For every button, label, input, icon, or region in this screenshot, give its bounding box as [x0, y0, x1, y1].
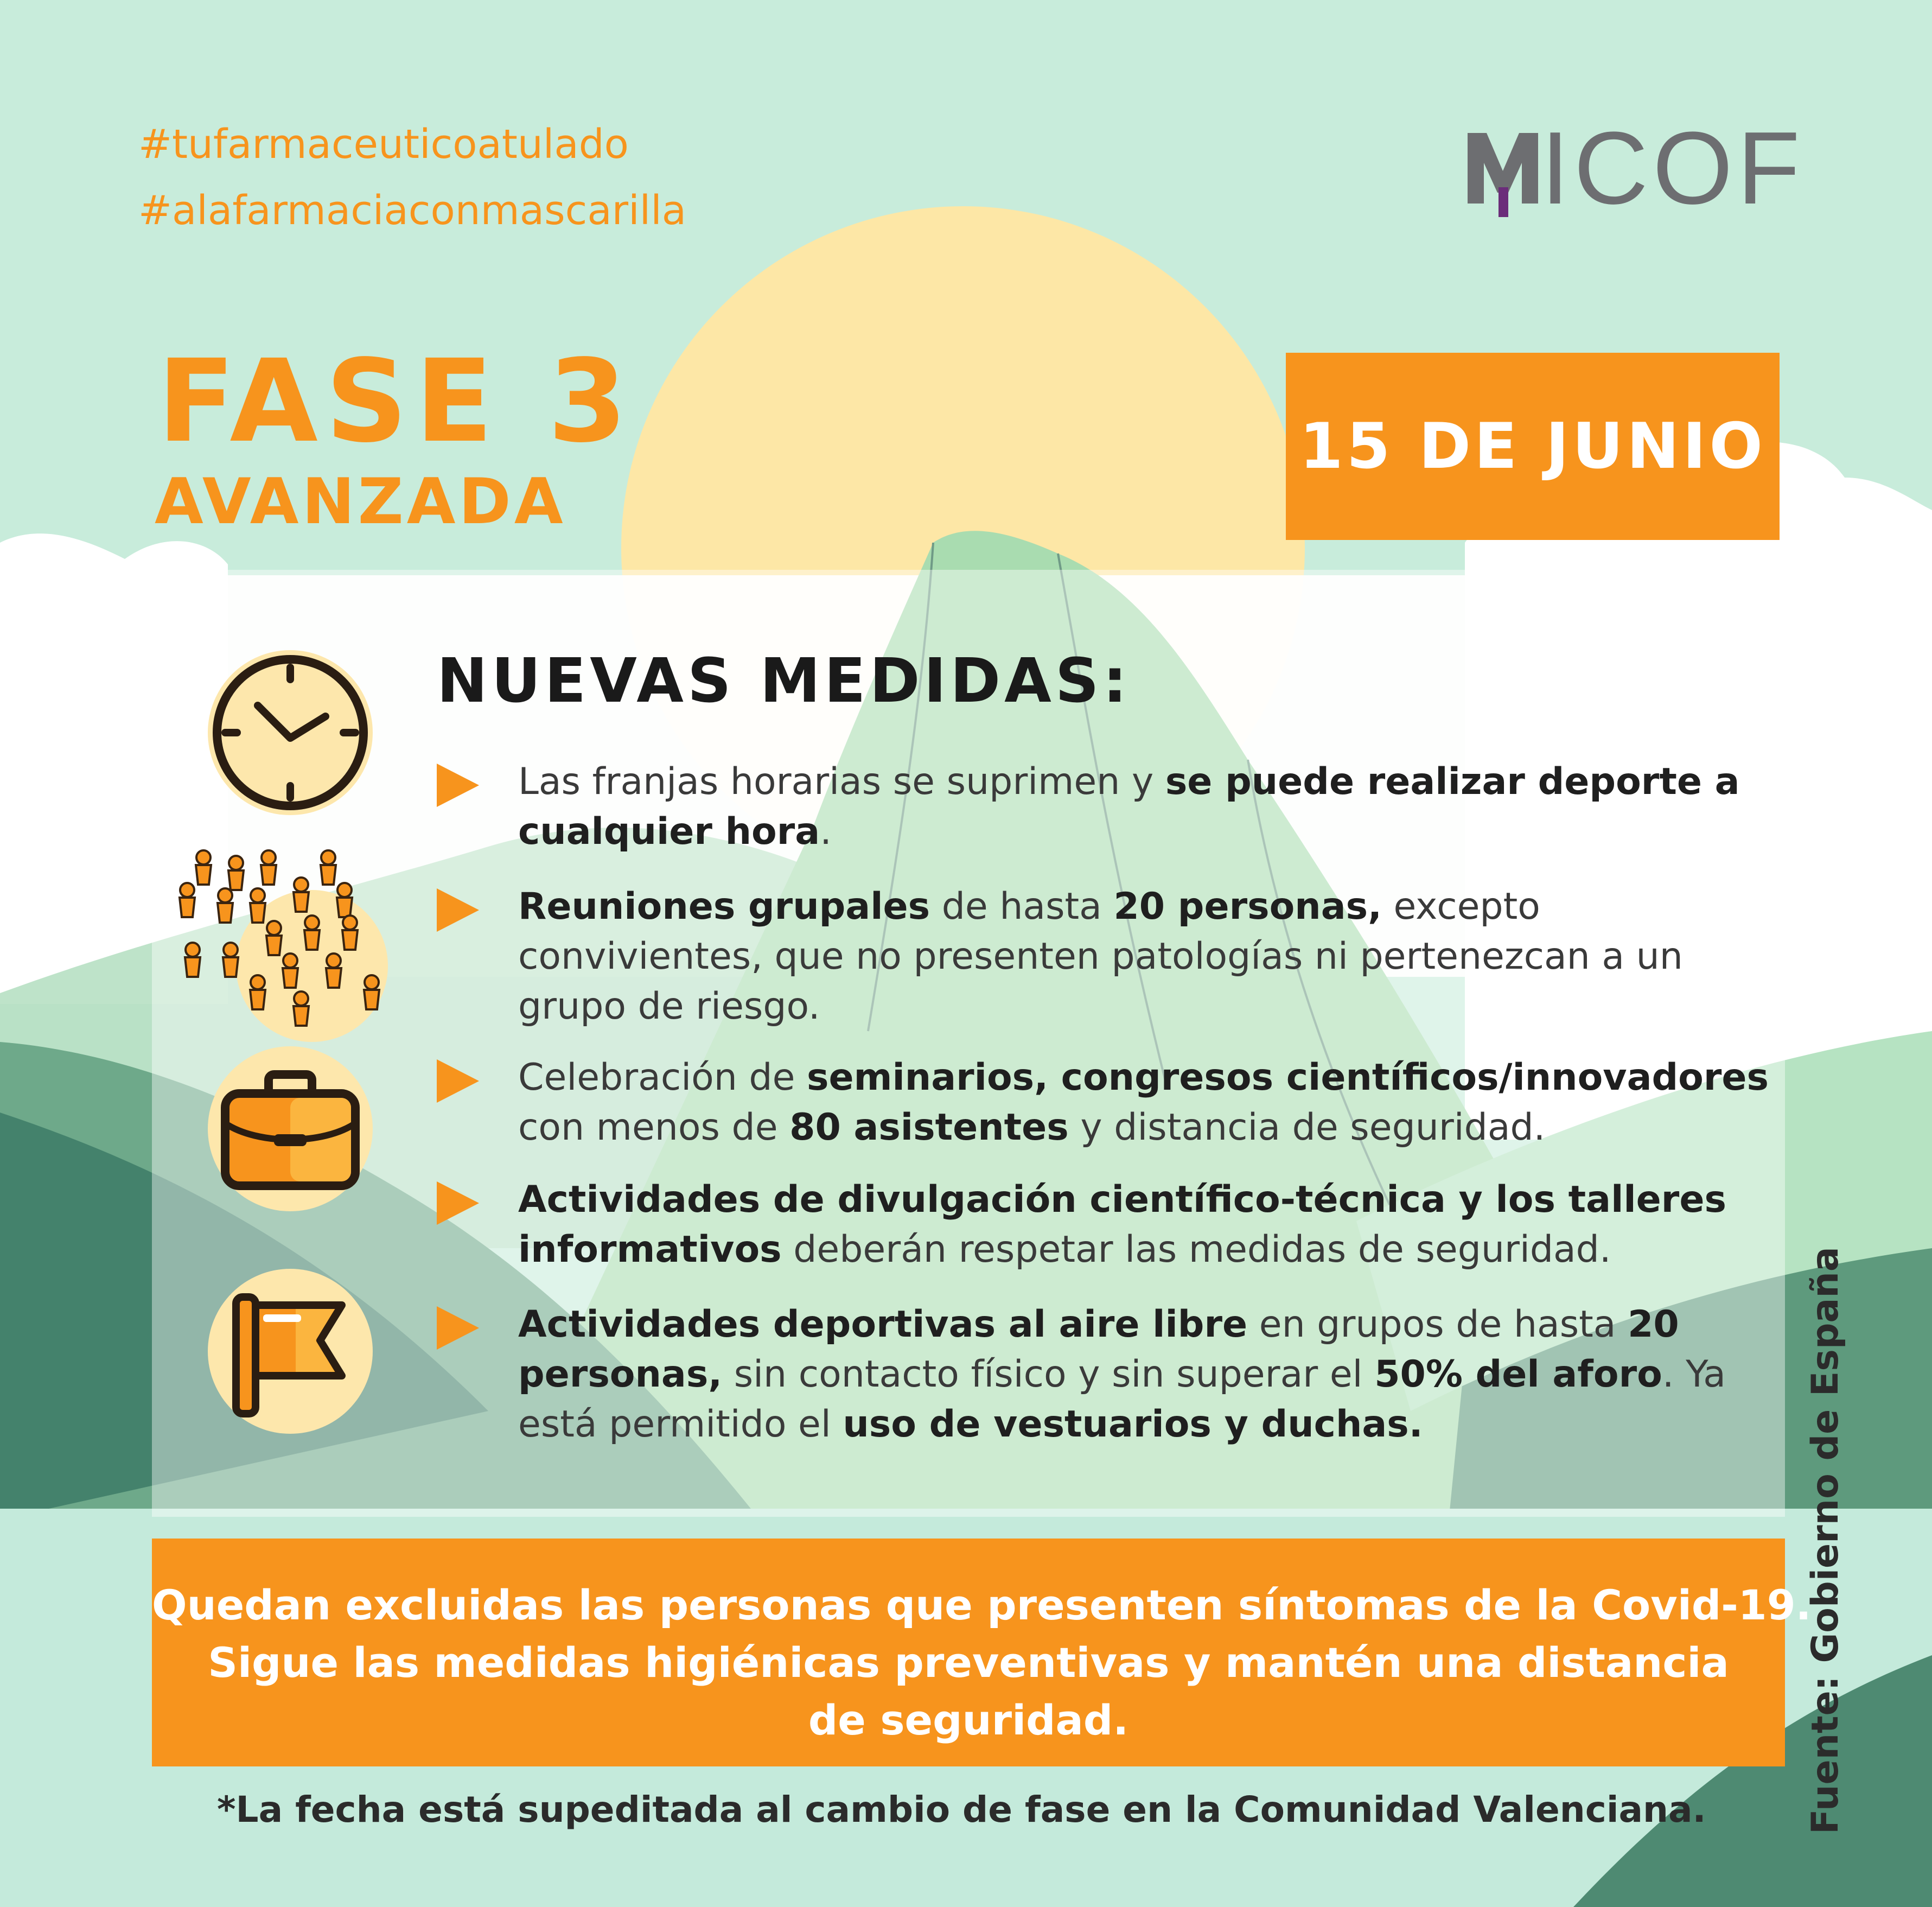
measure-text-2: Reuniones grupales de hasta 20 personas, excepto convivientes, que no presenten patologías ni pertenezcan a un grupo de riesgo. — [518, 885, 1683, 1028]
briefcase-icon — [203, 1042, 377, 1216]
phase-title: FASE 3 — [157, 335, 635, 468]
logo-text: ICOF — [1541, 111, 1805, 226]
flag-icon — [203, 1264, 377, 1438]
clock-icon — [203, 646, 377, 819]
hashtag-2[interactable]: #alafarmaciaconmascarilla — [138, 187, 687, 234]
phase-subtitle: AVANZADA — [155, 465, 566, 538]
footnote: *La fecha está supeditada al cambio de fase en la Comunidad Valenciana. — [217, 1789, 1706, 1830]
measure-text-3: Celebración de seminarios, congresos científicos/innovadores con menos de 80 asistentes y distancia de seguridad. — [518, 1056, 1769, 1149]
micof-m-logo-icon — [1465, 117, 1541, 220]
date-badge — [1286, 353, 1780, 540]
measure-text-4: Actividades de divulgación científico-técnica y los talleres informativos deberán respetar las medidas de seguridad. — [518, 1178, 1726, 1271]
source-credit: Fuente: Gobierno de España — [1804, 1247, 1847, 1834]
micof-logo — [1465, 111, 1807, 226]
bullet-arrow-icon — [437, 1181, 479, 1225]
section-title: NUEVAS MEDIDAS: — [437, 646, 1131, 716]
notice-box — [152, 1539, 1812, 1766]
bullet-arrow-icon — [437, 1306, 479, 1350]
bullet-arrow-icon — [437, 888, 479, 932]
measure-text-1: Las franjas horarias se suprimen y se puede realizar deporte a cualquier hora. — [518, 760, 1740, 853]
date-text: 15 DE JUNIO — [1299, 410, 1766, 483]
notice-line-3: de seguridad. — [808, 1696, 1129, 1744]
notice-line-1: Quedan excluidas las personas que presenten síntomas de la Covid-19. — [152, 1581, 1812, 1629]
hashtags — [138, 111, 686, 244]
measure-text-5: Actividades deportivas al aire libre en grupos de hasta 20 personas, sin contacto físico y sin superar el 50% del aforo. Ya está permitido el uso de vestuarios y duchas. — [518, 1303, 1726, 1446]
notice-line-2: Sigue las medidas higiénicas preventivas y mantén una distancia — [208, 1638, 1729, 1687]
bullet-arrow-icon — [437, 1059, 479, 1103]
bullet-arrow-icon — [437, 764, 479, 807]
hashtag-1[interactable]: #tufarmaceuticoatulado — [138, 121, 629, 168]
group-people-icon — [165, 847, 420, 1047]
notice-text — [152, 1577, 1812, 1749]
